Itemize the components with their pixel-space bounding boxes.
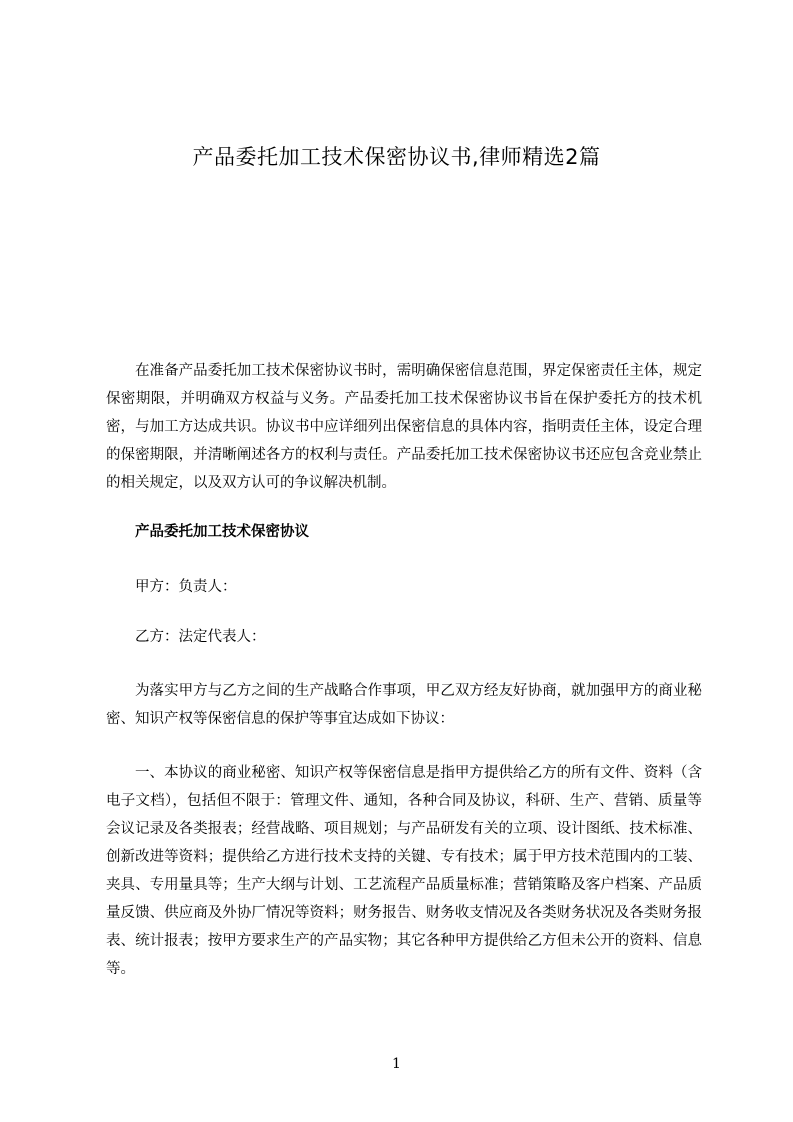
preamble-paragraph: 为落实甲方与乙方之间的生产战略合作事项，甲乙双方经友好协商，就加强甲方的商业秘密、知识产权等保密信息的保护等事宜达成如下协议： — [106, 683, 702, 727]
section-heading: 产品委托加工技术保密协议 — [135, 524, 309, 540]
page-number: 1 — [392, 1056, 401, 1072]
document-title: 产品委托加工技术保密协议书,律师精选2篇 — [192, 145, 601, 169]
intro-paragraph: 在准备产品委托加工技术保密协议书时，需明确保密信息范围，界定保密责任主体，规定保密期限，并明确双方权益与义务。产品委托加工技术保密协议书旨在保护委托方的技术机密，与加工方达成共识。协议书中应详细列出保密信息的具体内容，指明责任主体，设定合理的保密期限，并清晰阐述各方的权利与责任。产品委托加工技术保密协议书还应包含竞业禁止的相关规定，以及双方认可的争议解决机制。 — [106, 363, 702, 491]
party-b-line: 乙方：法定代表人： — [135, 629, 266, 645]
clause-1-paragraph: 一、本协议的商业秘密、知识产权等保密信息是指甲方提供给乙方的所有文件、资料（含电子文档），包括但不限于：管理文件、通知，各种合同及协议，科研、生产、营销、质量等会议记录及各类报表；经营战略、项目规划；与产品研发有关的立项、设计图纸、技术标准、创新改进等资料；提供给乙方进行技术支持的关键、专有技术；属于甲方技术范围内的工装、夹具、专用量具等；生产大纲与计划、工艺流程产品质量标准；营销策略及客户档案、产品质量反馈、供应商及外协厂情况等资料；财务报告、财务收支情况及各类财务状况及各类财务报表、统计报表；按甲方要求生产的产品实物；其它各种甲方提供给乙方但未公开的资料、信息等。 — [106, 765, 702, 977]
party-a-line: 甲方：负责人： — [135, 579, 237, 595]
